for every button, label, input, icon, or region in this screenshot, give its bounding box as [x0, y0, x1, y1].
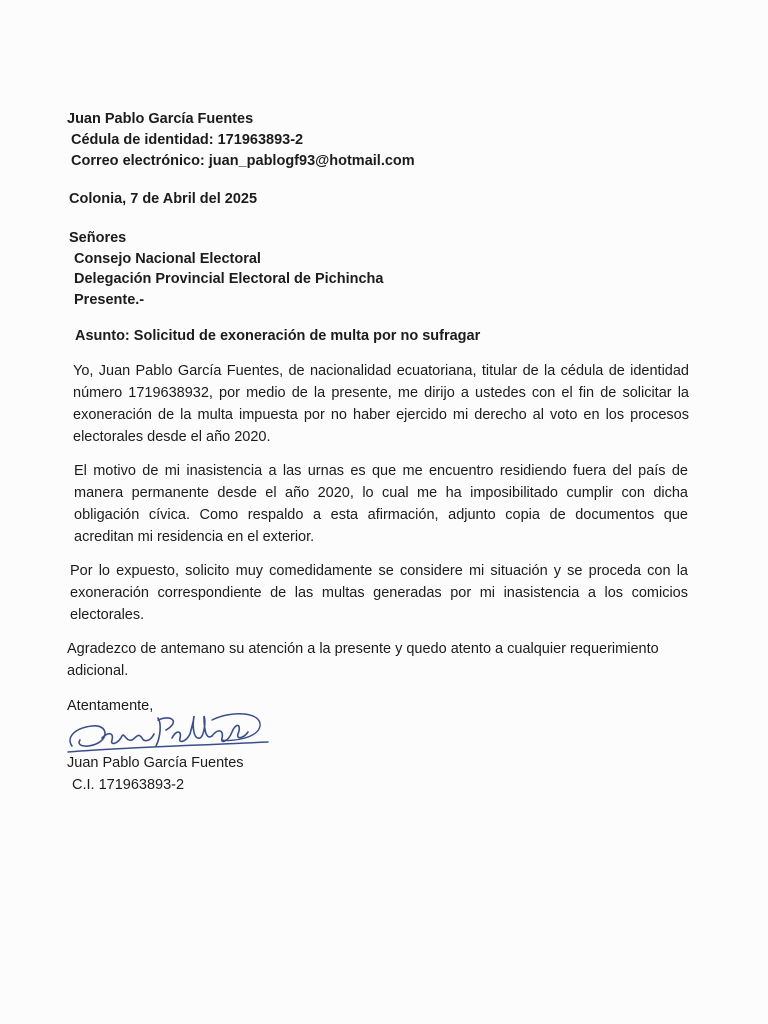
subject-line: Asunto: Solicitud de exoneración de multa por no sufragar	[75, 328, 481, 344]
recipient-line-3: Presente.-	[74, 292, 145, 308]
recipient-line-2: Delegación Provincial Electoral de Pichincha	[74, 271, 384, 287]
body-paragraph-1: Yo, Juan Pablo García Fuentes, de nacionalidad ecuatoriana, titular de la cédula de identidad número 1719638932, por medio de la presente, me dirijo a ustedes con el fin de solicitar la exoneración de la multa impuesta por no haber ejercido mi derecho al voto en los procesos electorales desde el año 2020.	[73, 363, 689, 445]
body-paragraph-2: El motivo de mi inasistencia a las urnas es que me encuentro residiendo fuera del país de manera permanente desde el año 2020, lo cual me ha imposibilitado cumplir con dicha obligación cívica. Como respaldo a esta afirmación, adjunto copia de documentos que acreditan mi residencia en el exterior.	[74, 463, 688, 545]
sender-name: Juan Pablo García Fuentes	[67, 111, 254, 127]
body-paragraph-4: Agradezco de antemano su atención a la presente y quedo atento a cualquier requerimiento adicional.	[67, 641, 659, 679]
valediction: Atentamente,	[67, 698, 154, 714]
recipient-line-1: Consejo Nacional Electoral	[74, 251, 261, 267]
sender-id: Cédula de identidad: 171963893-2	[71, 132, 304, 148]
place-date: Colonia, 7 de Abril del 2025	[69, 191, 258, 207]
body-paragraph-3: Por lo expuesto, solicito muy comedidamente se considere mi situación y se proceda con la exoneración correspondiente de las multas generadas por mi inasistencia a los comicios electorales.	[70, 563, 688, 623]
signer-id: C.I. 171963893-2	[72, 777, 185, 793]
sender-email: Correo electrónico: juan_pablogf93@hotmail.com	[71, 153, 415, 169]
recipient-salutation: Señores	[69, 230, 127, 246]
handwritten-signature	[62, 708, 272, 760]
signer-name: Juan Pablo García Fuentes	[67, 755, 244, 771]
